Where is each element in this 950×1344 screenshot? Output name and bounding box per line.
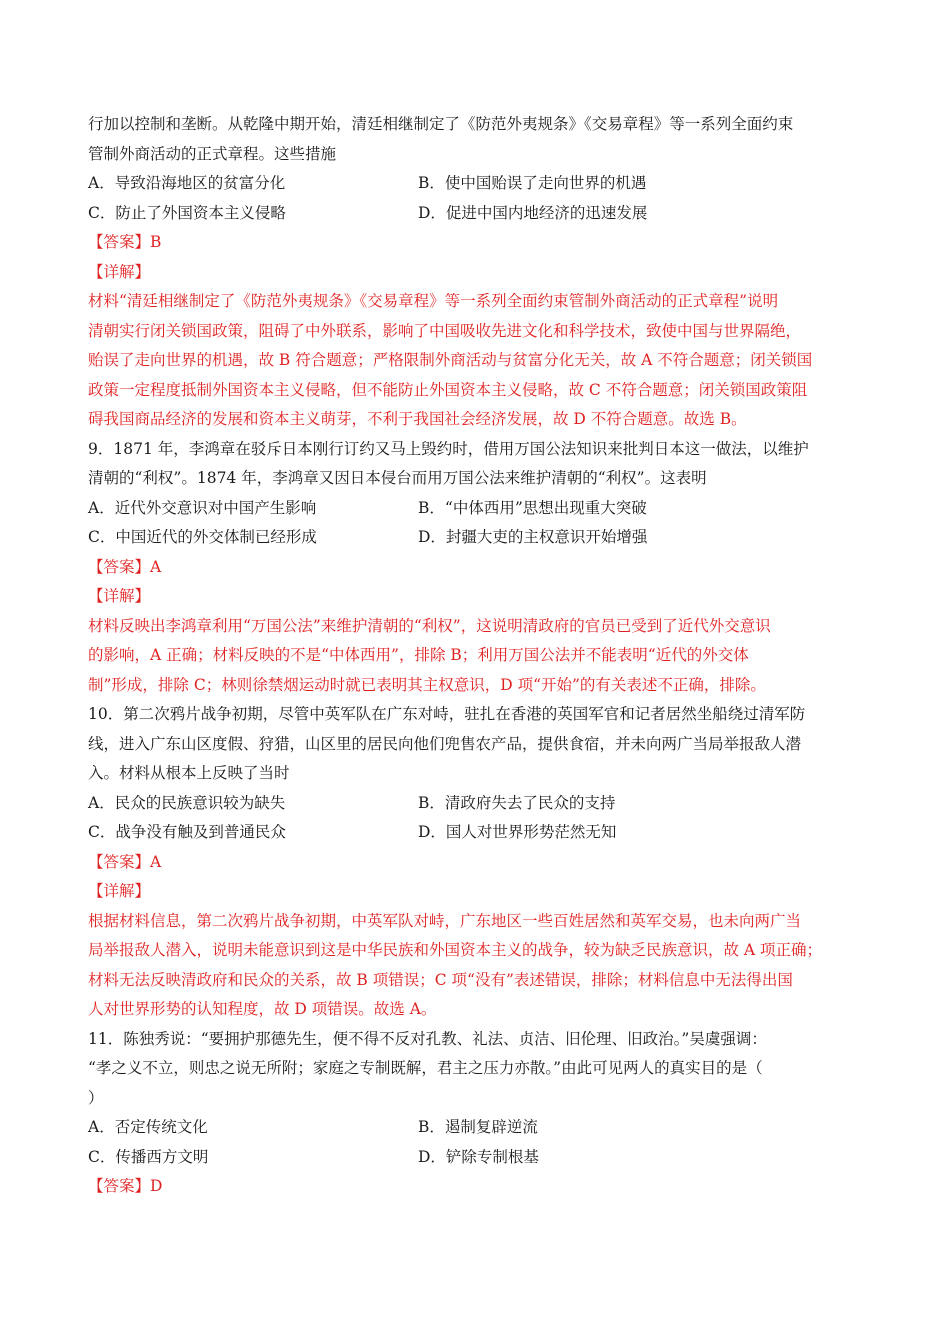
option-b: B．遏制复辟逆流 bbox=[418, 1118, 538, 1136]
options-row bbox=[88, 523, 868, 553]
options-row bbox=[88, 199, 868, 229]
explanation-line: 人对世界形势的认知程度，故 D 项错误。故选 A。 bbox=[88, 1000, 437, 1018]
option-a: A．导致沿海地区的贫富分化 bbox=[88, 174, 286, 192]
stem-line: 入。材料从根本上反映了当时 bbox=[88, 764, 290, 782]
option-c: C．战争没有触及到普通民众 bbox=[88, 823, 286, 841]
answer-label: 【答案】D bbox=[88, 1177, 163, 1195]
option-c: C．传播西方文明 bbox=[88, 1147, 209, 1166]
explanation bbox=[88, 907, 868, 1025]
explanation-line: 材料“清廷相继制定了《防范外夷规条》《交易章程》等一系列全面约束管制外商活动的正式章程”说明 bbox=[88, 292, 779, 310]
explanation-line: 政策一定程度抵制外国资本主义侵略，但不能防止外国资本主义侵略，故 C 不符合题意；闭关锁国政策阻 bbox=[88, 380, 808, 399]
stem-line: 10．第二次鸦片战争初期，尽管中英军队在广东对峙，驻扎在香港的英国军官和记者居然坐船绕过清军防 bbox=[88, 705, 806, 723]
explanation bbox=[88, 287, 868, 435]
option-b: B．使中国贻误了走向世界的机遇 bbox=[418, 174, 647, 192]
option-d: D．国人对世界形势茫然无知 bbox=[418, 823, 617, 841]
options-row bbox=[88, 818, 868, 848]
stem-line: “孝之义不立，则忠之说无所附；家庭之专制既解，君主之压力亦散。”由此可见两人的真实目的是（ bbox=[88, 1059, 763, 1077]
option-a: A．否定传统文化 bbox=[88, 1118, 208, 1136]
question-9-stem bbox=[88, 435, 868, 494]
detail-label: 【详解】 bbox=[88, 262, 151, 281]
options-row bbox=[88, 1113, 868, 1143]
question-8-stem bbox=[88, 110, 868, 169]
option-d: D．铲除专制根基 bbox=[418, 1147, 539, 1166]
options-row bbox=[88, 169, 868, 199]
explanation-line: 材料反映出李鸿章利用“万国公法”来维护清朝的“利权”，这说明清政府的官员已受到了近代外交意识 bbox=[88, 616, 771, 635]
stem-line: 行加以控制和垄断。从乾隆中期开始，清廷相继制定了《防范外夷规条》《交易章程》等一系列全面约束 bbox=[88, 115, 794, 133]
answer-label: 【答案】A bbox=[88, 852, 162, 871]
options-row bbox=[88, 494, 868, 524]
option-b: B．清政府失去了民众的支持 bbox=[418, 793, 616, 812]
stem-line: 管制外商活动的正式章程。这些措施 bbox=[88, 144, 337, 163]
option-c: C．防止了外国资本主义侵略 bbox=[88, 203, 286, 222]
options-row bbox=[88, 789, 868, 819]
explanation-line: 清朝实行闭关锁国政策，阻碍了中外联系，影响了中国吸收先进文化和科学技术，致使中国与世界隔绝， bbox=[88, 321, 802, 340]
option-a: A．近代外交意识对中国产生影响 bbox=[88, 498, 317, 517]
stem-line: ） bbox=[88, 1088, 104, 1107]
question-10-stem bbox=[88, 700, 868, 789]
option-c: C．中国近代的外交体制已经形成 bbox=[88, 528, 317, 546]
option-b: B．“中体西用”思想出现重大突破 bbox=[418, 498, 647, 517]
stem-line: 清朝的“利权”。1874 年，李鸿章又因日本侵台而用万国公法来维护清朝的“利权”。这表明 bbox=[88, 469, 707, 487]
explanation-line: 局举报敌人潜入，说明未能意识到这是中华民族和外国资本主义的战争，较为缺乏民族意识，故 A 项正确； bbox=[88, 941, 823, 959]
detail-label: 【详解】 bbox=[88, 882, 151, 900]
explanation-line: 制”形成，排除 C；林则徐禁烟运动时就已表明其主权意识，D 项“开始”的有关表述不正确，排除。 bbox=[88, 675, 766, 694]
question-11-stem bbox=[88, 1025, 868, 1114]
answer-label: 【答案】B bbox=[88, 233, 162, 251]
stem-line: 11．陈独秀说：“要拥护那德先生，便不得不反对孔教、礼法、贞洁、旧伦理、旧政治。”吴虞强调： bbox=[88, 1029, 767, 1048]
explanation-line: 材料无法反映清政府和民众的关系，故 B 项错误；C 项“没有”表述错误，排除；材料信息中无法得出国 bbox=[88, 970, 793, 989]
explanation-line: 根据材料信息，第二次鸦片战争初期，中英军队对峙，广东地区一些百姓居然和英军交易，也未向两广当 bbox=[88, 911, 802, 930]
stem-line: 线，进入广东山区度假、狩猎，山区里的居民向他们兜售农产品，提供食宿，并未向两广当局举报敌人潜 bbox=[88, 734, 802, 753]
detail-label: 【详解】 bbox=[88, 587, 151, 605]
explanation-line: 碍我国商品经济的发展和资本主义萌芽，不利于我国社会经济发展，故 D 不符合题意。故选 B。 bbox=[88, 410, 747, 428]
explanation-line: 贻误了走向世界的机遇，故 B 符合题意；严格限制外商活动与贫富分化无关，故 A 不符合题意；闭关锁国 bbox=[88, 351, 813, 369]
option-d: D．促进中国内地经济的迅速发展 bbox=[418, 203, 648, 222]
explanation-line: 的影响，A 正确；材料反映的不是“中体西用”，排除 B；利用万国公法并不能表明“近代的外交体 bbox=[88, 646, 749, 664]
explanation bbox=[88, 612, 868, 701]
page-content bbox=[88, 110, 868, 1202]
answer-label: 【答案】A bbox=[88, 557, 162, 576]
option-a: A．民众的民族意识较为缺失 bbox=[88, 793, 286, 812]
option-d: D．封疆大吏的主权意识开始增强 bbox=[418, 528, 648, 546]
stem-line: 9．1871 年，李鸿章在驳斥日本刚行订约又马上毁约时，借用万国公法知识来批判日本这一做法，以维护 bbox=[88, 439, 809, 458]
options-row bbox=[88, 1143, 868, 1173]
